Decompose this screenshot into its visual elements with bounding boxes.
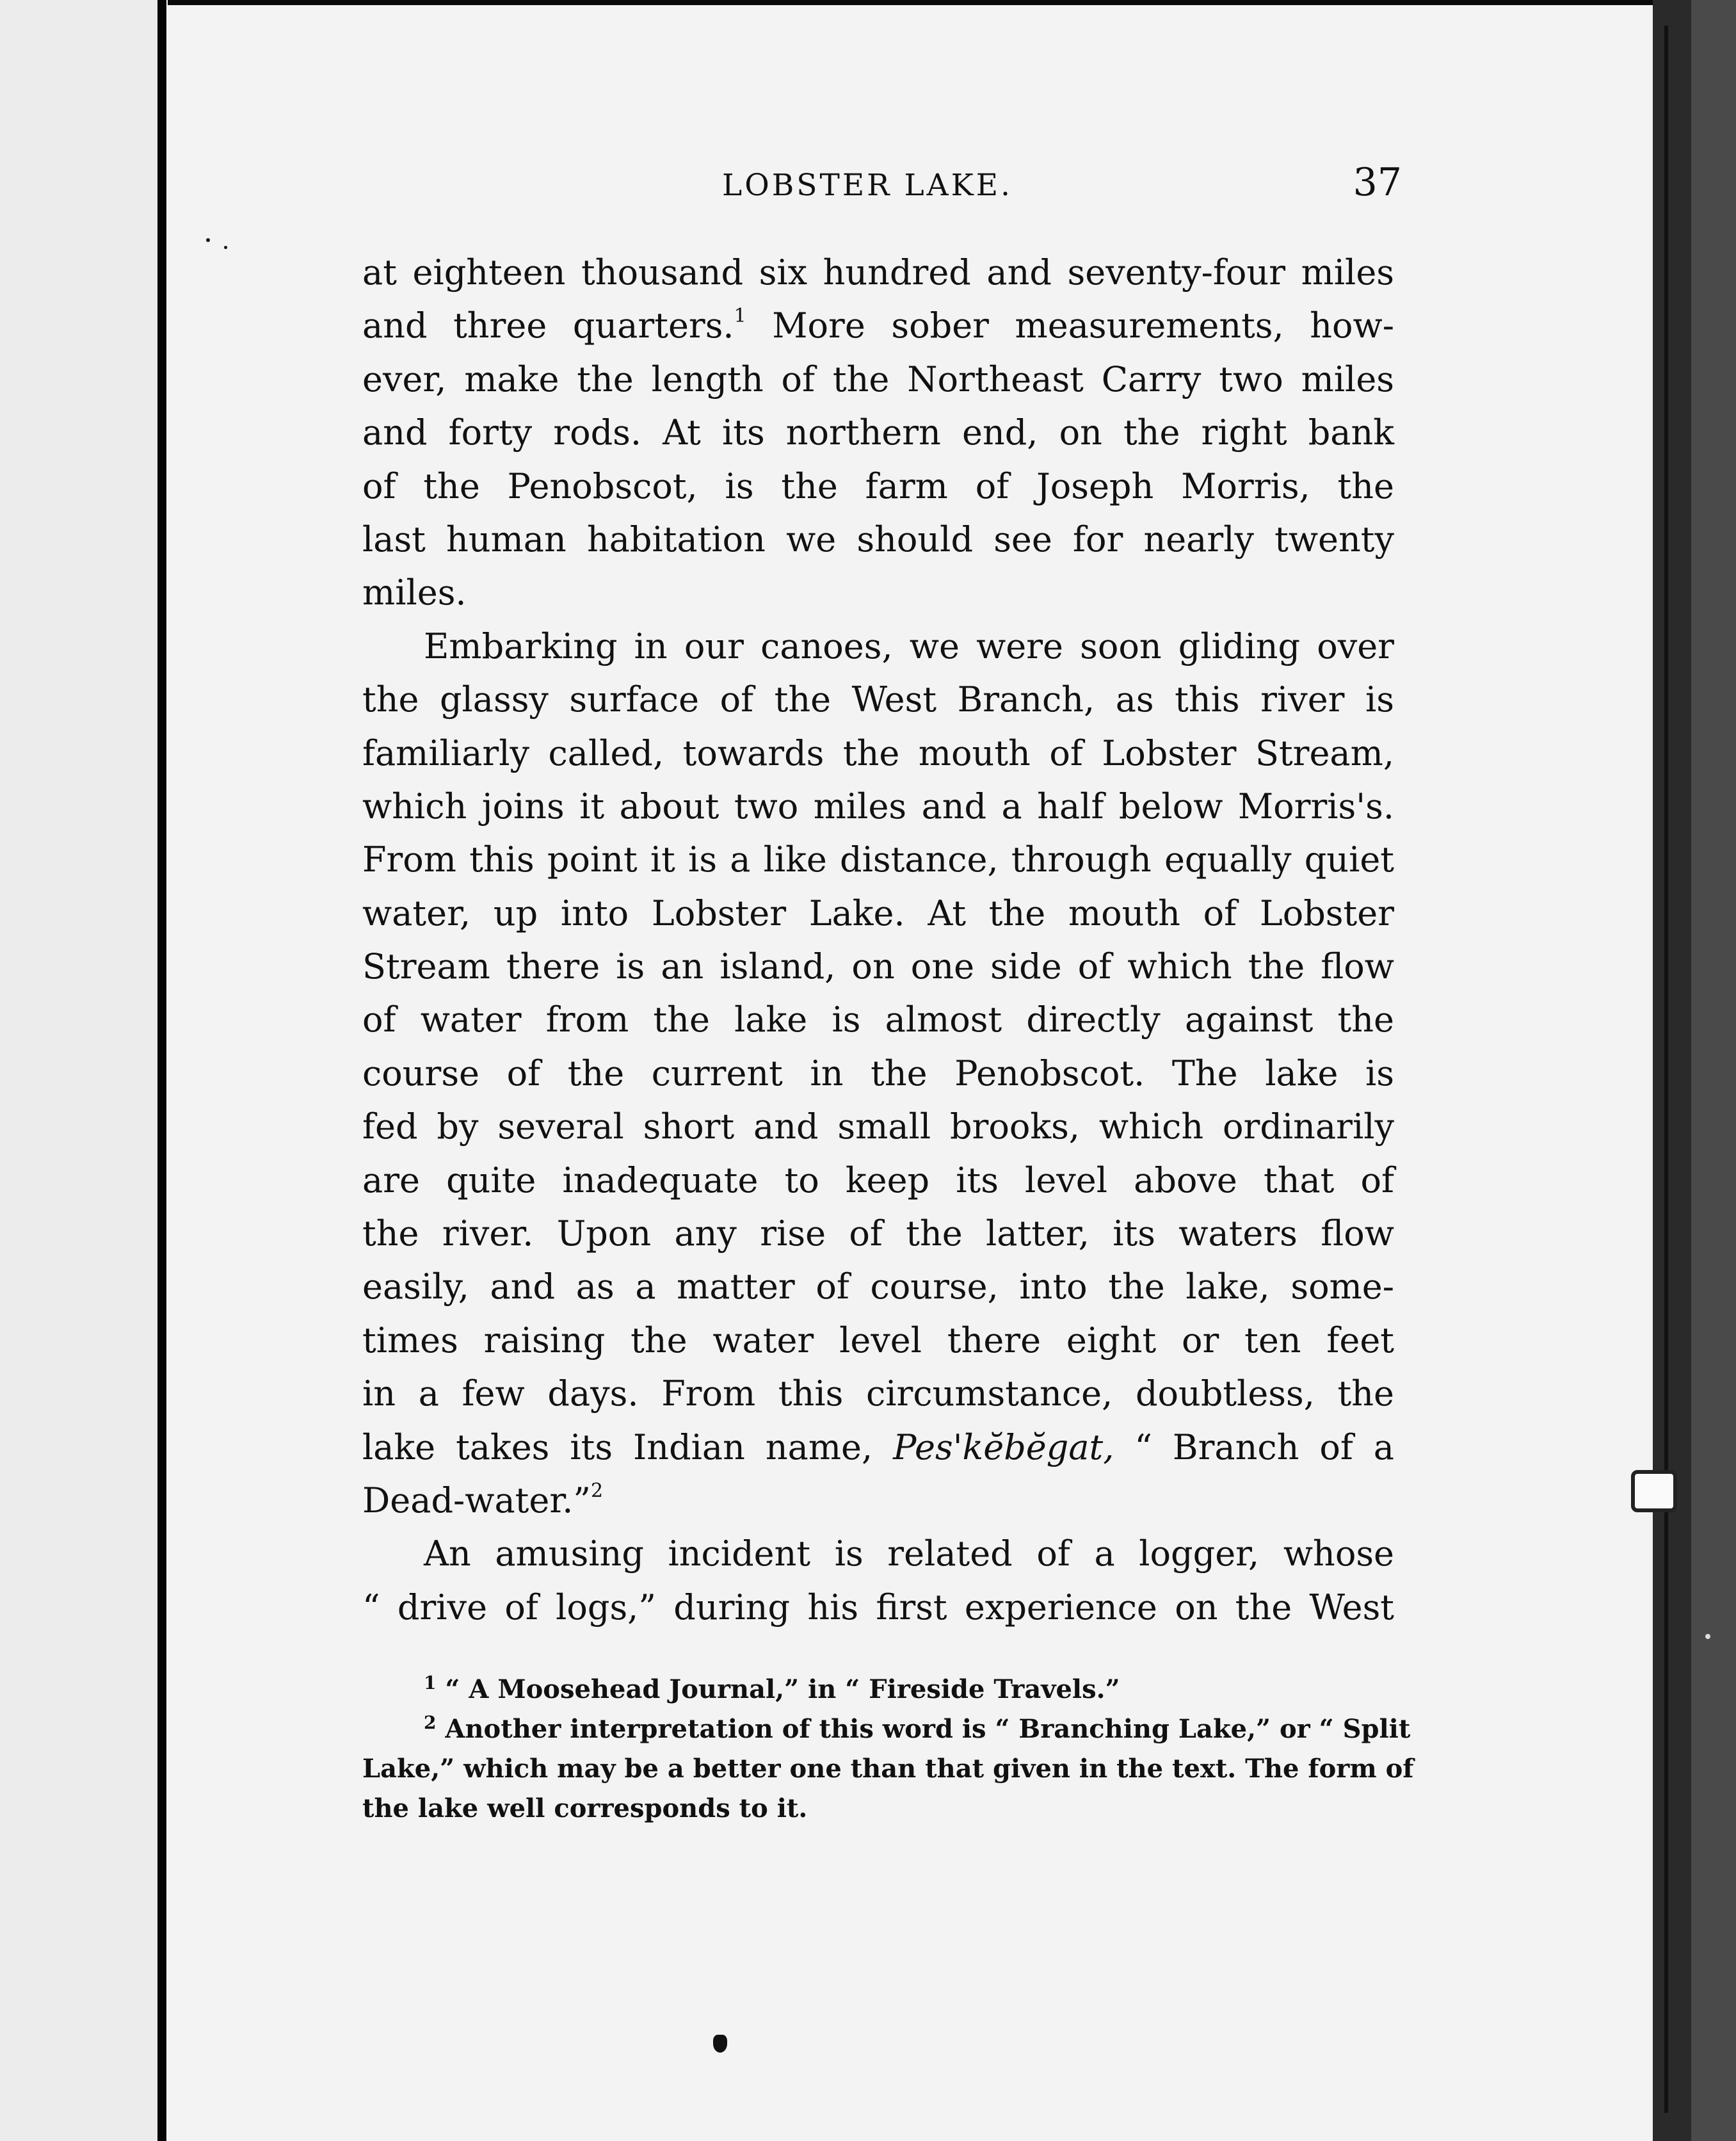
text-line: the glassy surface of the West Branch, as this river is bbox=[362, 679, 1394, 720]
text-line: Embarking in our canoes, we were soon gliding over bbox=[424, 626, 1394, 667]
dust-speck bbox=[206, 238, 210, 242]
text-line: Dead-water.”$^2$ bbox=[362, 1479, 604, 1521]
footnote-2-continued: Lake,” which may be a better one than that given in the text. The form of bbox=[362, 1754, 1414, 1784]
footnote-2-continued: the lake well corresponds to it. bbox=[362, 1793, 808, 1823]
book-fore-edge bbox=[1691, 0, 1736, 2141]
text-line: fed by several short and small brooks, which ordinarily bbox=[362, 1106, 1394, 1147]
text-line: ever, make the length of the Northeast Carry two miles bbox=[362, 359, 1394, 400]
text-line: An amusing incident is related of a logger, whose bbox=[424, 1533, 1394, 1574]
dust-speck bbox=[224, 246, 227, 249]
footnote-2: $^2$ Another interpretation of this word is “ Branching Lake,” or “ Split bbox=[424, 1712, 1411, 1744]
bookmark-tab-icon bbox=[1631, 1470, 1677, 1512]
text-line: and forty rods. At its northern end, on the right bank bbox=[362, 412, 1394, 453]
facing-page-margin bbox=[0, 0, 160, 2141]
text-line: at eighteen thousand six hundred and seventy-four miles bbox=[362, 252, 1394, 293]
text-line: are quite inadequate to keep its level above that of bbox=[362, 1159, 1394, 1200]
text-line: the river. Upon any rise of the latter, its waters flow bbox=[362, 1213, 1394, 1254]
text-line: easily, and as a matter of course, into the lake, some- bbox=[362, 1266, 1394, 1307]
text-line: miles. bbox=[362, 572, 467, 613]
dust-speck bbox=[1705, 1634, 1710, 1639]
footnote-mark: 2 bbox=[424, 1712, 437, 1733]
text-line: course of the current in the Penobscot. The lake is bbox=[362, 1053, 1394, 1094]
text-line: “ drive of logs,” during his first experience on the West bbox=[362, 1587, 1394, 1628]
text-line: of the Penobscot, is the farm of Joseph Morris, the bbox=[362, 465, 1394, 506]
binding-gutter-line bbox=[157, 0, 166, 2141]
text-line: which joins it about two miles and a half below Morris's. bbox=[362, 786, 1394, 827]
page-edge-line bbox=[1664, 26, 1668, 2113]
footnotes bbox=[362, 1670, 1414, 1829]
printers-mark-icon bbox=[713, 2035, 727, 2053]
page-number: 37 bbox=[1353, 160, 1402, 205]
footnote-ref: 2 bbox=[591, 1479, 604, 1502]
running-header: LOBSTER LAKE. bbox=[722, 168, 1013, 203]
text-line: last human habitation we should see for nearly twenty bbox=[362, 519, 1394, 560]
text-line: and three quarters.$^1$ More sober measurements, how- bbox=[362, 305, 1394, 346]
text-line: familiarly called, towards the mouth of Lobster Stream, bbox=[362, 732, 1394, 773]
text-line: in a few days. From this circumstance, doubtless, the bbox=[362, 1373, 1394, 1414]
footnote-ref: 1 bbox=[734, 305, 746, 328]
footnote-mark: 1 bbox=[424, 1672, 437, 1693]
page-edge-shadow bbox=[1653, 0, 1691, 2141]
indian-name: Pes'kĕbĕgat, bbox=[893, 1426, 1114, 1467]
text-line: times raising the water level there eight or ten feet bbox=[362, 1320, 1394, 1361]
top-edge-rule bbox=[168, 0, 1691, 5]
text-line: water, up into Lobster Lake. At the mouth of Lobster bbox=[362, 893, 1394, 933]
text-line: Stream there is an island, on one side of which the flow bbox=[362, 946, 1394, 987]
body-text bbox=[362, 246, 1394, 1634]
text-line: lake takes its Indian name, Pes'kĕbĕgat, “ Branch of a bbox=[362, 1426, 1395, 1467]
text-line: From this point it is a like distance, through equally quiet bbox=[362, 839, 1394, 880]
footnote-1: $^1$ “ A Moosehead Journal,” in “ Fireside Travels.” bbox=[424, 1672, 1120, 1704]
text-line: of water from the lake is almost directly against the bbox=[362, 999, 1394, 1040]
